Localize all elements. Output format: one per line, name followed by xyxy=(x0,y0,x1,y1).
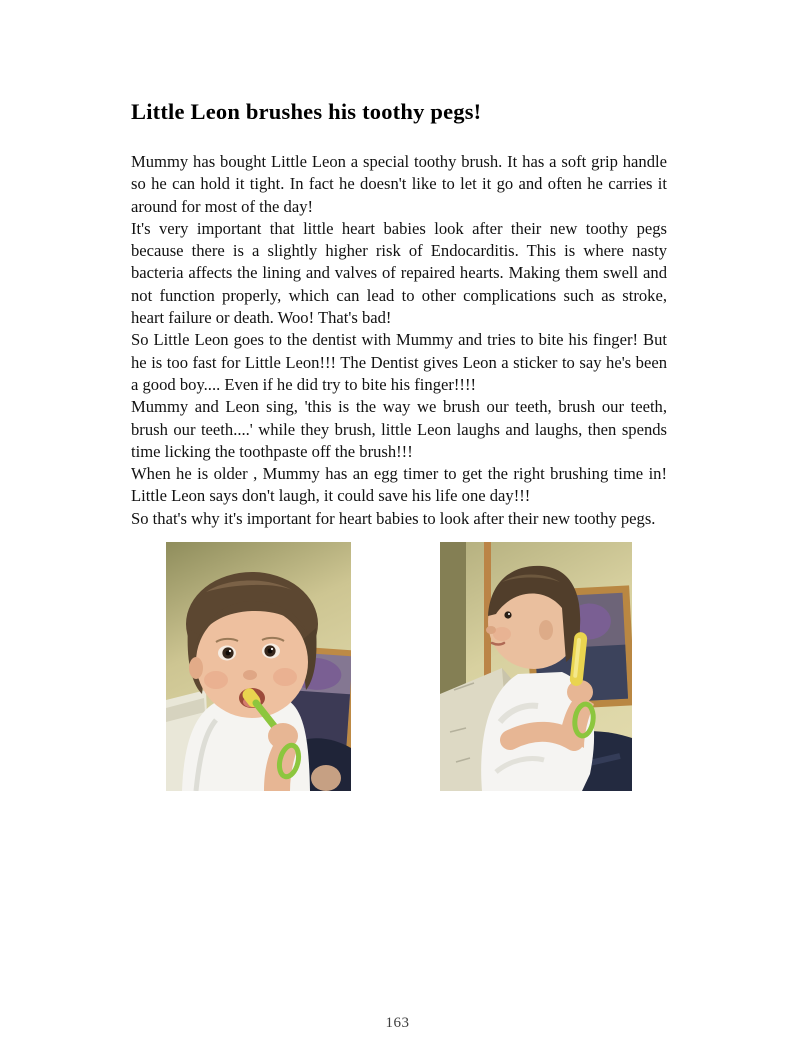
paragraph-2: It's very important that little heart babies look after their new toothy pegs because there is a slightly higher risk of Endocarditis. This is where nasty bacteria affects the lining and valves of repaired hearts. Making them swell and not function properly, which can lead to other complications such as stroke, heart failure or death. Woo! That's bad! xyxy=(131,218,667,328)
leon-side-holding-brush-photo xyxy=(440,542,632,791)
page-title: Little Leon brushes his toothy pegs! xyxy=(131,99,482,124)
paragraph-1: Mummy has bought Little Leon a special toothy brush. It has a soft grip handle so he can hold it tight. In fact he doesn't like to let it go and often he carries it around for most of the day! xyxy=(131,152,667,216)
paragraph-4: Mummy and Leon sing, 'this is the way we brush our teeth, brush our teeth, brush our teeth....' while they brush, little Leon laughs and laughs, then spends time licking the toothpaste off the brush!!! xyxy=(131,397,667,461)
page-number: 163 xyxy=(385,1015,410,1031)
leon-front-brushing-photo xyxy=(166,542,351,791)
paragraph-5: When he is older , Mummy has an egg timer to get the right brushing time in! Little Leon says don't laugh, it could save his life one day!!! xyxy=(131,464,667,506)
photo-row xyxy=(0,542,795,791)
paragraph-6: So that's why it's important for heart babies to look after their new toothy pegs. xyxy=(131,508,656,528)
paragraph-3: So Little Leon goes to the dentist with Mummy and tries to bite his finger! But he is too fast for Little Leon!!! The Dentist gives Leon a sticker to say he's been a good boy.... Even if he did try to bite his finger!!!! xyxy=(131,330,667,394)
page-footer xyxy=(0,1015,795,1032)
article-body xyxy=(131,151,667,530)
